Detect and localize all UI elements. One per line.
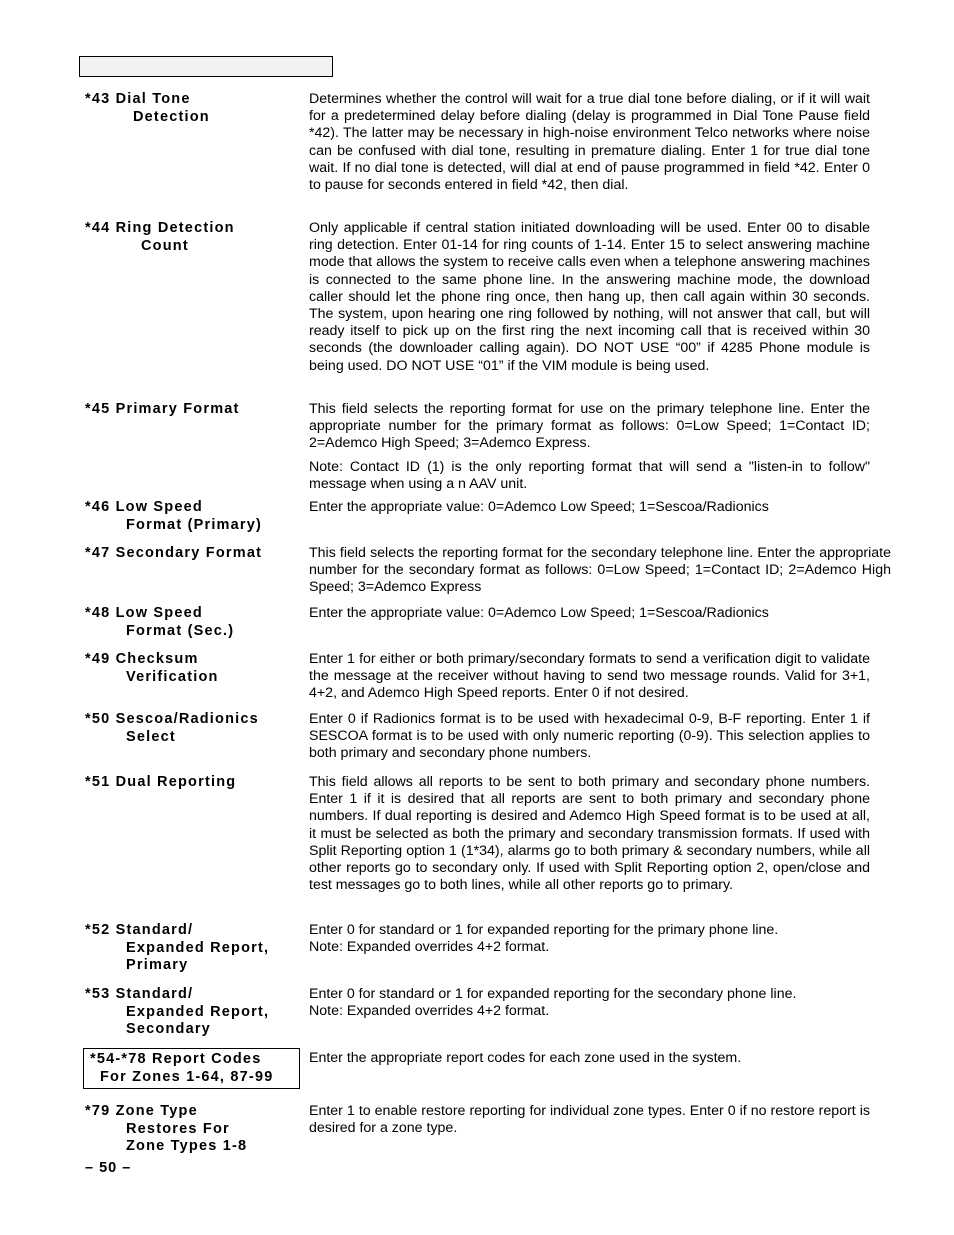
field-label-line: *49 Checksum: [85, 651, 199, 667]
field-label-line: Expanded Report,: [126, 939, 270, 956]
description-paragraph: Enter the appropriate value: 0=Ademco Low Speed; 1=Sescoa/Radionics: [309, 499, 769, 515]
field-description: [309, 499, 870, 516]
field-label: [85, 545, 295, 563]
description-paragraph: Enter 1 to enable restore reporting for individual zone types. Enter 0 if no restore report is desired for a zone type.: [309, 1103, 870, 1137]
field-label-line: *52 Standard/: [85, 922, 194, 938]
field-description: [309, 986, 870, 1020]
description-paragraph: Enter 1 for either or both primary/secondary formats to send a verification digit to validate the message at the receiver without having to send two message rounds. Valid for 3+1, 4+2, and Ademco High Speed reports. Enter 0 if not desired.: [309, 651, 870, 702]
field-label-line: Format (Sec.): [126, 622, 235, 639]
description-paragraph: Enter the appropriate value: 0=Ademco Low Speed; 1=Sescoa/Radionics: [309, 605, 769, 621]
field-label-line: Restores For: [126, 1120, 230, 1137]
field-label-line: *44 Ring Detection: [85, 220, 235, 236]
description-note: Note: Contact ID (1) is the only reporting format that will send a "listen-in to follow" message when using a n AAV unit.: [309, 458, 870, 492]
page-number: – 50 –: [85, 1160, 132, 1176]
field-label: [85, 774, 295, 792]
field-description: [309, 774, 870, 894]
field-description: [309, 220, 870, 375]
boxed-field-label: [83, 1048, 300, 1089]
field-label: [85, 605, 295, 640]
field-description: [309, 545, 891, 597]
field-label: [85, 986, 295, 1039]
field-label-line: *47 Secondary Format: [85, 545, 263, 561]
description-paragraph: This field selects the reporting format for the secondary telephone line. Enter the appropriate number for the secondary format as follows: 0=Low Speed; 1=Contact ID; 2=Ademco High Speed; 3=Ademco Express: [309, 545, 891, 596]
field-label-line: *79 Zone Type: [85, 1103, 198, 1119]
field-label: [85, 711, 295, 746]
field-label-line: Verification: [126, 668, 219, 685]
field-label-line: *54-*78 Report Codes: [90, 1051, 262, 1067]
field-description: [309, 1103, 870, 1137]
description-note: Note: Expanded overrides 4+2 format.: [309, 1003, 550, 1020]
field-label-line: Detection: [133, 108, 210, 125]
field-label: [85, 220, 295, 255]
field-label: [85, 1103, 295, 1156]
field-label: [85, 651, 295, 686]
field-label: [85, 401, 295, 419]
field-label-line: Expanded Report,: [126, 1003, 270, 1020]
field-label-line: *48 Low Speed: [85, 605, 203, 621]
field-label-line: Select: [126, 728, 176, 745]
field-label-line: For Zones 1-64, 87-99: [100, 1068, 274, 1085]
field-label: [85, 91, 295, 126]
description-paragraph: This field allows all reports to be sent to both primary and secondary phone numbers. Enter 1 if it is desired that all reports are sent to both primary and secondary phone numbers. If dual reporting is desired and Ademco High Speed format is to be used at all, it must be selected as both the primary and secondary transmission formats. If used with Split Reporting option 1 (1*34), alarms go to both primary & secondary numbers, while all other reports go to secondary only. If used with Split Reporting option 2, open/close and test messages go to both lines, while all other reports go to primary.: [309, 774, 870, 894]
field-label-line: Count: [141, 237, 189, 254]
description-paragraph: Enter 0 for standard or 1 for expanded reporting for the secondary phone line.: [309, 986, 797, 1002]
field-label-line: *46 Low Speed: [85, 499, 203, 515]
description-paragraph: Determines whether the control will wait for a true dial tone before dialing, or if it will wait for a predetermined delay before dialing (delay is programmed in Dial Tone Pause field *42). The latter may be necessary in high-noise environment Telco networks where noise can be confused with dial tone, resulting in premature dialing. Enter 1 for true dial tone wait. If no dial tone is detected, will dial at end of pause programmed in field *42. Enter 0 to pause for seconds entered in field *42, then dial.: [309, 91, 870, 194]
description-paragraph: Enter 0 for standard or 1 for expanded reporting for the primary phone line.: [309, 922, 779, 938]
description-paragraph: Enter 0 if Radionics format is to be used with hexadecimal 0-9, B-F reporting. Enter 1 if SESCOA format is to be used with only numeric reporting (0-9). This selection applies to both primary and secondary phone numbers.: [309, 711, 870, 762]
field-label-line: *53 Standard/: [85, 986, 194, 1002]
description-paragraph: This field selects the reporting format for use on the primary telephone line. Enter the appropriate number for the primary format as follows: 0=Low Speed; 1=Contact ID; 2=Ademco High Speed; 3=Ademco Express.: [309, 401, 870, 452]
field-description: [309, 711, 870, 763]
field-label-line: *50 Sescoa/Radionics: [85, 711, 259, 727]
field-label-line: *51 Dual Reporting: [85, 774, 237, 790]
field-description: [309, 605, 870, 622]
field-description: [309, 1050, 870, 1067]
field-label-line: *43 Dial Tone: [85, 91, 191, 107]
field-description: [309, 401, 870, 493]
field-label-line: Primary: [126, 957, 189, 973]
description-paragraph: Enter the appropriate report codes for each zone used in the system.: [309, 1050, 742, 1066]
header-box: [79, 56, 333, 77]
field-description: [309, 922, 870, 956]
field-description: [309, 651, 870, 703]
field-description: [309, 91, 870, 194]
field-label-line: Zone Types 1-8: [126, 1138, 248, 1154]
field-label: [85, 499, 295, 534]
field-label-line: Format (Primary): [126, 516, 263, 533]
description-paragraph: Only applicable if central station initiated downloading will be used. Enter 00 to disable ring detection. Enter 01-14 for ring counts of 1-14. Enter 15 to select answering machine mode that allows the system to receive calls even when a telephone answering machines is connected to the same phone line. In the answering machine mode, the download caller should let the phone ring once, then hang up, then call again within 30 seconds. The system, upon hearing one ring followed by nothing, will not answer that call, but will ready itself to pick up on the first ring the next incoming call that is received within 30 seconds (the downloader calling again). DO NOT USE “00” if 4285 Phone module is being used. DO NOT USE “01” if the VIM module is being used.: [309, 220, 870, 374]
field-label-line: *45 Primary Format: [85, 401, 240, 417]
field-label: [85, 922, 295, 975]
field-label-line: Secondary: [126, 1021, 211, 1037]
description-note: Note: Expanded overrides 4+2 format.: [309, 939, 550, 956]
